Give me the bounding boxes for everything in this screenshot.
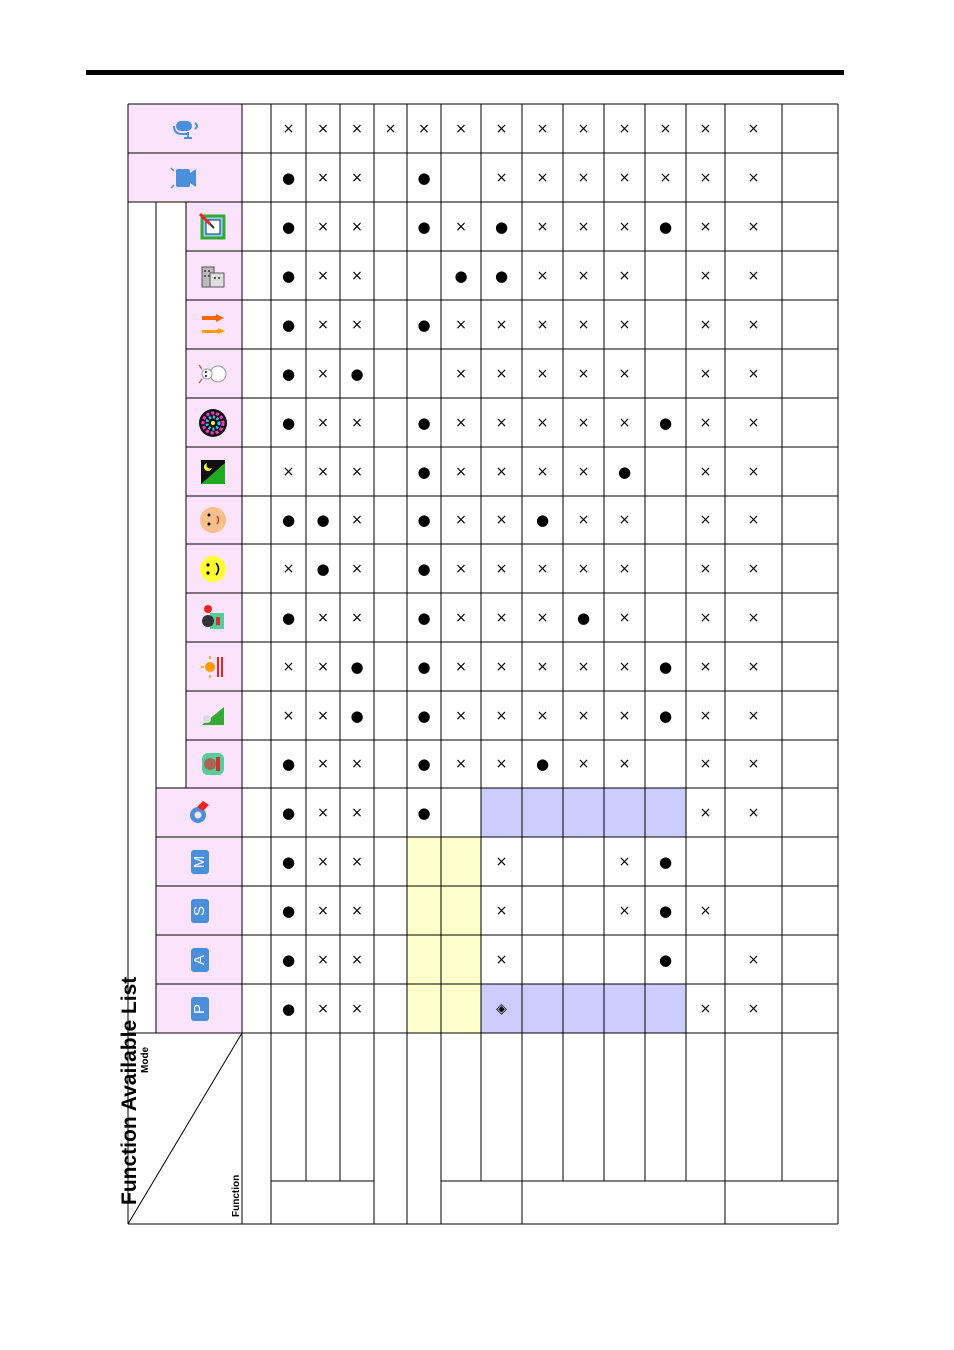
unavailable-mark: × [536, 365, 549, 382]
unavailable-mark: × [536, 316, 549, 333]
unavailable-mark: × [495, 414, 508, 431]
unavailable-mark: × [351, 609, 363, 626]
unavailable-mark: × [747, 512, 760, 528]
unavailable-mark: × [577, 463, 590, 480]
available-mark: ● [281, 266, 296, 285]
unavailable-mark: × [455, 218, 467, 235]
unavailable-mark: × [699, 365, 712, 382]
unavailable-mark: × [317, 267, 329, 284]
unavailable-mark: × [351, 560, 363, 577]
unavailable-mark: × [455, 658, 467, 675]
unavailable-mark: × [577, 365, 590, 382]
unavailable-mark: × [495, 951, 508, 968]
mode-label: Mode [140, 1046, 151, 1073]
unavailable-mark: × [317, 804, 329, 821]
unavailable-mark: × [317, 902, 329, 919]
available-mark: ● [281, 315, 296, 334]
unavailable-mark: × [351, 316, 363, 333]
unavailable-mark: × [699, 414, 712, 431]
available-mark: ● [617, 462, 632, 481]
unavailable-mark: × [317, 463, 329, 480]
available-mark: ● [316, 511, 330, 529]
unavailable-mark: × [699, 1000, 712, 1017]
unavailable-mark: × [536, 120, 549, 137]
svg-text:M: M [190, 855, 208, 868]
unavailable-mark: × [577, 316, 590, 333]
unavailable-mark: × [699, 120, 712, 137]
unavailable-mark: × [317, 414, 329, 431]
available-mark: ● [281, 608, 296, 627]
unavailable-mark: × [747, 316, 760, 333]
available-mark: ● [281, 168, 296, 187]
unavailable-mark: × [455, 316, 467, 333]
unavailable-mark: × [747, 365, 760, 382]
available-mark: ● [417, 559, 431, 578]
available-mark: ● [281, 413, 296, 432]
fireworks-scene-icon [196, 406, 230, 440]
available-mark: ● [417, 462, 431, 481]
unavailable-mark: × [699, 707, 712, 724]
unavailable-mark: × [351, 512, 363, 528]
unavailable-mark: × [536, 169, 549, 186]
svg-text:P: P [190, 1003, 208, 1014]
available-mark: ● [417, 168, 431, 187]
unavailable-mark: × [699, 609, 712, 626]
unavailable-mark: × [699, 169, 712, 186]
available-mark: ● [417, 413, 431, 432]
unavailable-mark: × [495, 365, 508, 382]
unavailable-mark: × [699, 560, 712, 577]
unavailable-mark: × [317, 707, 329, 724]
text-scene-icon [196, 210, 230, 244]
unavailable-mark: × [747, 1000, 760, 1017]
unavailable-mark: × [418, 120, 430, 137]
available-mark: ● [417, 217, 431, 236]
unavailable-mark: × [351, 414, 363, 431]
available-mark: ● [658, 950, 673, 969]
unavailable-mark: × [455, 463, 467, 480]
available-mark: ● [535, 511, 550, 529]
unavailable-mark: × [317, 365, 329, 382]
unavailable-mark: × [577, 512, 590, 528]
unavailable-mark: × [699, 512, 712, 528]
unavailable-mark: × [495, 316, 508, 333]
snow-scene-icon [196, 357, 230, 391]
unavailable-mark: × [351, 218, 363, 235]
unavailable-mark: × [317, 218, 329, 235]
unavailable-mark: × [351, 756, 363, 772]
unavailable-mark: × [282, 658, 295, 675]
available-mark: ● [658, 217, 673, 236]
unavailable-mark: × [577, 658, 590, 675]
unavailable-mark: × [317, 951, 329, 968]
unavailable-mark: × [495, 707, 508, 724]
unavailable-mark: × [577, 756, 590, 772]
unavailable-mark: × [699, 658, 712, 675]
s-mode-icon [183, 894, 217, 928]
auto-heart-icon [183, 796, 217, 830]
unavailable-mark: × [618, 902, 631, 919]
unavailable-mark: × [536, 560, 549, 577]
unavailable-mark: × [317, 756, 329, 772]
unavailable-mark: × [618, 756, 631, 772]
unavailable-mark: × [536, 218, 549, 235]
unavailable-mark: × [747, 658, 760, 675]
unavailable-mark: × [618, 512, 631, 528]
unavailable-mark: × [747, 756, 760, 772]
unavailable-mark: × [747, 560, 760, 577]
baby-scene-icon [196, 503, 230, 537]
unavailable-mark: × [536, 658, 549, 675]
unavailable-mark: × [618, 316, 631, 333]
available-mark: ● [494, 217, 509, 236]
unavailable-mark: × [577, 267, 590, 284]
unavailable-mark: × [618, 414, 631, 431]
unavailable-mark: × [618, 169, 631, 186]
night-portrait-scene-icon [196, 601, 230, 635]
page-title: Function Available List [118, 976, 141, 1205]
unavailable-mark: × [317, 169, 329, 186]
unavailable-mark: × [747, 463, 760, 480]
unavailable-mark: × [351, 804, 363, 821]
unavailable-mark: × [577, 560, 590, 577]
unavailable-mark: × [317, 609, 329, 626]
function-label: Function [231, 1174, 242, 1217]
unavailable-mark: × [747, 707, 760, 724]
unavailable-mark: × [577, 707, 590, 724]
m-mode-icon [183, 845, 217, 879]
unavailable-mark: × [455, 756, 467, 772]
unavailable-mark: × [455, 609, 467, 626]
unavailable-mark: × [536, 463, 549, 480]
available-mark: ● [576, 608, 591, 627]
voice-recording-icon [168, 112, 202, 146]
unavailable-mark: × [351, 120, 363, 137]
available-mark: ● [350, 657, 364, 676]
available-mark: ● [417, 706, 431, 725]
available-mark: ● [535, 755, 550, 773]
available-mark: ● [281, 755, 296, 773]
available-mark: ● [658, 852, 673, 871]
unavailable-mark: × [495, 169, 508, 186]
unavailable-mark: × [351, 169, 363, 186]
unavailable-mark: × [536, 609, 549, 626]
available-mark: ● [281, 999, 296, 1018]
unavailable-mark: × [495, 512, 508, 528]
unavailable-mark: × [747, 267, 760, 284]
unavailable-mark: × [495, 120, 508, 137]
unavailable-mark: × [747, 609, 760, 626]
available-mark: ● [417, 511, 431, 529]
available-mark: ● [417, 803, 431, 822]
unavailable-mark: × [282, 463, 295, 480]
unavailable-mark: × [618, 609, 631, 626]
unavailable-mark: × [351, 951, 363, 968]
svg-text:S: S [190, 905, 208, 916]
available-mark: ● [417, 315, 431, 334]
unavailable-mark: × [699, 804, 712, 821]
available-mark: ● [658, 413, 673, 432]
unavailable-mark: × [455, 560, 467, 577]
unavailable-mark: × [618, 853, 631, 870]
unavailable-mark: × [618, 560, 631, 577]
unavailable-mark: × [282, 120, 295, 137]
smile-scene-icon [196, 552, 230, 586]
unavailable-mark: × [317, 853, 329, 870]
available-mark: ● [281, 364, 296, 383]
night-scene-icon [196, 455, 230, 489]
unavailable-mark: × [747, 414, 760, 431]
unavailable-mark: × [699, 267, 712, 284]
unavailable-mark: × [747, 951, 760, 968]
available-mark: ● [658, 901, 673, 920]
unavailable-mark: × [747, 169, 760, 186]
portrait-scene-icon [196, 747, 230, 781]
unavailable-mark: × [495, 463, 508, 480]
unavailable-mark: × [699, 902, 712, 919]
unavailable-mark: × [495, 609, 508, 626]
unavailable-mark: × [699, 756, 712, 772]
available-mark: ● [658, 657, 673, 676]
unavailable-mark: × [495, 902, 508, 919]
available-mark: ● [494, 266, 509, 285]
available-mark: ● [658, 706, 673, 725]
unavailable-mark: × [282, 560, 295, 577]
unavailable-mark: × [747, 120, 760, 137]
svg-text:A: A [190, 954, 208, 965]
available-mark: ● [417, 657, 431, 676]
available-mark: ● [281, 901, 296, 920]
unavailable-mark: × [455, 707, 467, 724]
unavailable-mark: × [577, 169, 590, 186]
sunset-scene-icon [196, 650, 230, 684]
unavailable-mark: × [495, 853, 508, 870]
available-mark: ● [350, 706, 364, 725]
unavailable-mark: × [618, 658, 631, 675]
unavailable-mark: × [495, 658, 508, 675]
unavailable-mark: × [577, 120, 590, 137]
available-mark: ● [454, 266, 468, 285]
unavailable-mark: × [659, 169, 672, 186]
unavailable-mark: × [495, 756, 508, 772]
unavailable-mark: × [455, 512, 467, 528]
unavailable-mark: × [455, 365, 467, 382]
movie-icon [168, 161, 202, 195]
available-mark: ● [281, 852, 296, 871]
unavailable-mark: × [747, 218, 760, 235]
p-mode-icon [183, 992, 217, 1026]
unavailable-mark: × [747, 804, 760, 821]
unavailable-mark: × [618, 120, 631, 137]
unavailable-mark: × [317, 316, 329, 333]
available-mark: ● [281, 217, 296, 236]
unavailable-mark: × [577, 218, 590, 235]
available-mark: ● [316, 559, 330, 578]
unavailable-mark: × [351, 463, 363, 480]
unavailable-mark: × [384, 120, 397, 137]
unavailable-mark: × [317, 658, 329, 675]
unavailable-mark: × [536, 707, 549, 724]
available-mark: ● [281, 803, 296, 822]
unavailable-mark: × [351, 853, 363, 870]
unavailable-mark: × [317, 120, 329, 137]
special-mark: ◈ [496, 1000, 507, 1017]
a-mode-icon [183, 943, 217, 977]
landscape-scene-icon [196, 699, 230, 733]
unavailable-mark: × [455, 414, 467, 431]
unavailable-mark: × [659, 120, 672, 137]
available-mark: ● [350, 364, 364, 383]
available-mark: ● [417, 755, 431, 773]
available-mark: ● [281, 511, 296, 529]
available-mark: ● [281, 950, 296, 969]
unavailable-mark: × [317, 1000, 329, 1017]
unavailable-mark: × [351, 1000, 363, 1017]
food-scene-icon [196, 308, 230, 342]
unavailable-mark: × [618, 365, 631, 382]
unavailable-mark: × [536, 414, 549, 431]
unavailable-mark: × [455, 120, 467, 137]
unavailable-mark: × [618, 218, 631, 235]
unavailable-mark: × [699, 218, 712, 235]
unavailable-mark: × [536, 267, 549, 284]
unavailable-mark: × [577, 414, 590, 431]
unavailable-mark: × [618, 267, 631, 284]
unavailable-mark: × [699, 316, 712, 333]
unavailable-mark: × [495, 560, 508, 577]
unavailable-mark: × [618, 707, 631, 724]
unavailable-mark: × [282, 707, 295, 724]
unavailable-mark: × [699, 463, 712, 480]
unavailable-mark: × [351, 267, 363, 284]
unavailable-mark: × [351, 902, 363, 919]
building-scene-icon [196, 259, 230, 293]
available-mark: ● [417, 608, 431, 627]
